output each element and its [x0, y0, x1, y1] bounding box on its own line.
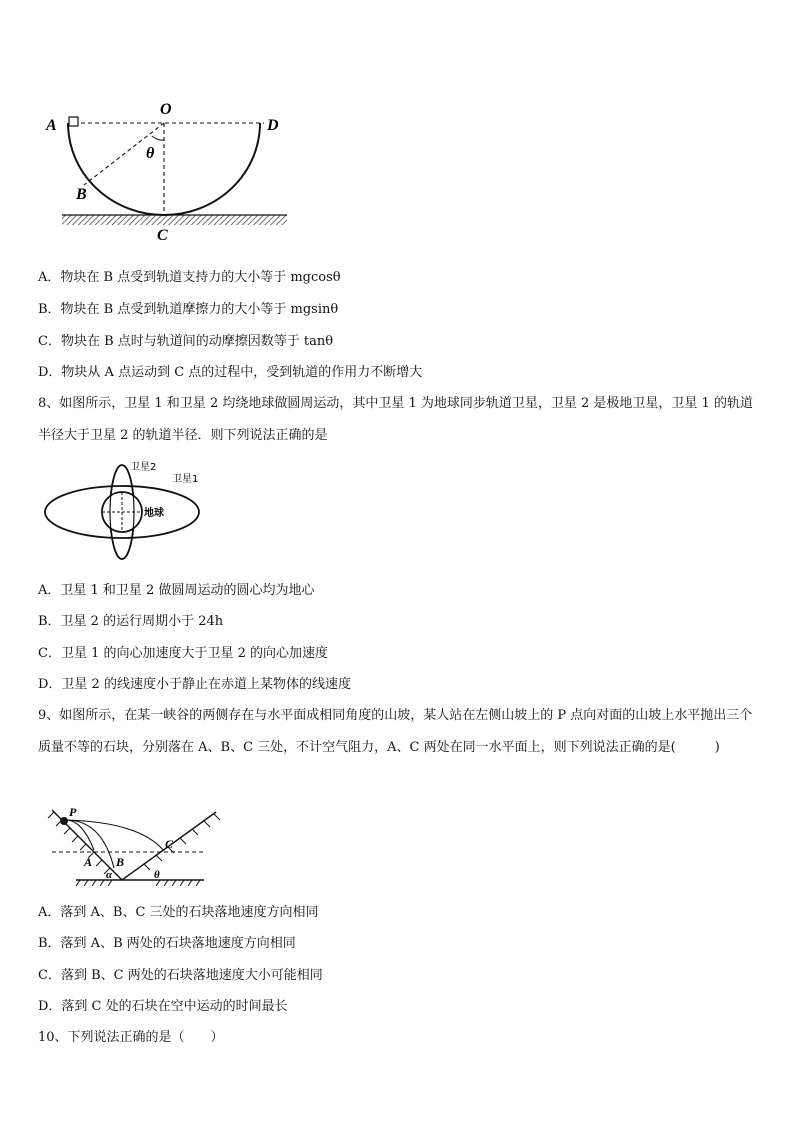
q9-option-c: C．落到 B、C 两处的石块落地速度大小可能相同 [38, 968, 323, 983]
person-p [60, 817, 68, 825]
label-O: O [160, 101, 172, 118]
satellite-figure [38, 455, 218, 565]
label-P: P [69, 805, 77, 819]
ground [62, 215, 287, 225]
q7-option-d: D．物块从 A 点运动到 C 点的过程中，受到轨道的作用力不断增大 [38, 365, 423, 380]
label-satellite-1: 卫星1 [172, 474, 199, 485]
label-A: A [84, 855, 93, 869]
label-theta: θ [154, 869, 160, 881]
q10-stem: 10、下列说法正确的是（ ） [38, 1030, 224, 1045]
label-alpha: α [106, 869, 113, 881]
q7-option-b: B．物块在 B 点受到轨道摩擦力的大小等于 mgsinθ [38, 302, 339, 317]
label-A: A [46, 117, 57, 134]
theta-arc [152, 136, 164, 140]
q7-option-a: A．物块在 B 点受到轨道支持力的大小等于 mgcosθ [38, 270, 341, 285]
q8-option-c: C．卫星 1 的向心加速度大于卫星 2 的向心加速度 [38, 646, 329, 661]
q9-option-b: B．落到 A、B 两处的石块落地速度方向相同 [38, 936, 296, 951]
q9-option-a: A．落到 A、B、C 三处的石块落地速度方向相同 [38, 905, 319, 920]
label-theta: θ [146, 145, 155, 162]
block [69, 117, 78, 126]
q8-option-b: B．卫星 2 的运行周期小于 24h [38, 614, 224, 629]
q8-option-a: A．卫星 1 和卫星 2 做圆周运动的圆心均为地心 [38, 583, 315, 598]
q9-stem: 9、如图所示，在某一峡谷的两侧存在与水平面成相同角度的山坡，某人站在左侧山坡上的 P 点向对面的山坡上水平抛出三个质量不等的石块，分别落在 A、B、C 三处，不计空气阻力，A、C 两处在同一水平面上，则下列说法正确的是( ) [38, 708, 753, 755]
label-B: B [76, 186, 87, 203]
q8-option-d: D．卫星 2 的线速度小于静止在赤道上某物体的线速度 [38, 677, 351, 692]
track-figure [38, 95, 308, 245]
valley-figure [44, 800, 224, 895]
label-earth: 地球 [144, 508, 164, 519]
label-D: D [267, 117, 279, 134]
q7-option-c: C．物块在 B 点时与轨道间的动摩擦因数等于 tanθ [38, 334, 334, 349]
label-C: C [165, 837, 174, 851]
q9-option-d: D．落到 C 处的石块在空中运动的时间最长 [38, 999, 288, 1014]
trajectory-c [66, 820, 164, 851]
label-C: C [157, 227, 168, 244]
label-B: B [116, 855, 125, 869]
trajectory-a [66, 820, 94, 850]
q8-stem: 8、如图所示，卫星 1 和卫星 2 均绕地球做圆周运动，其中卫星 1 为地球同步轨道卫星，卫星 2 是极地卫星，卫星 1 的轨道半径大于卫星 2 的轨道半径．则下列说法正确的是 [38, 396, 753, 443]
label-satellite-2: 卫星2 [130, 462, 157, 473]
